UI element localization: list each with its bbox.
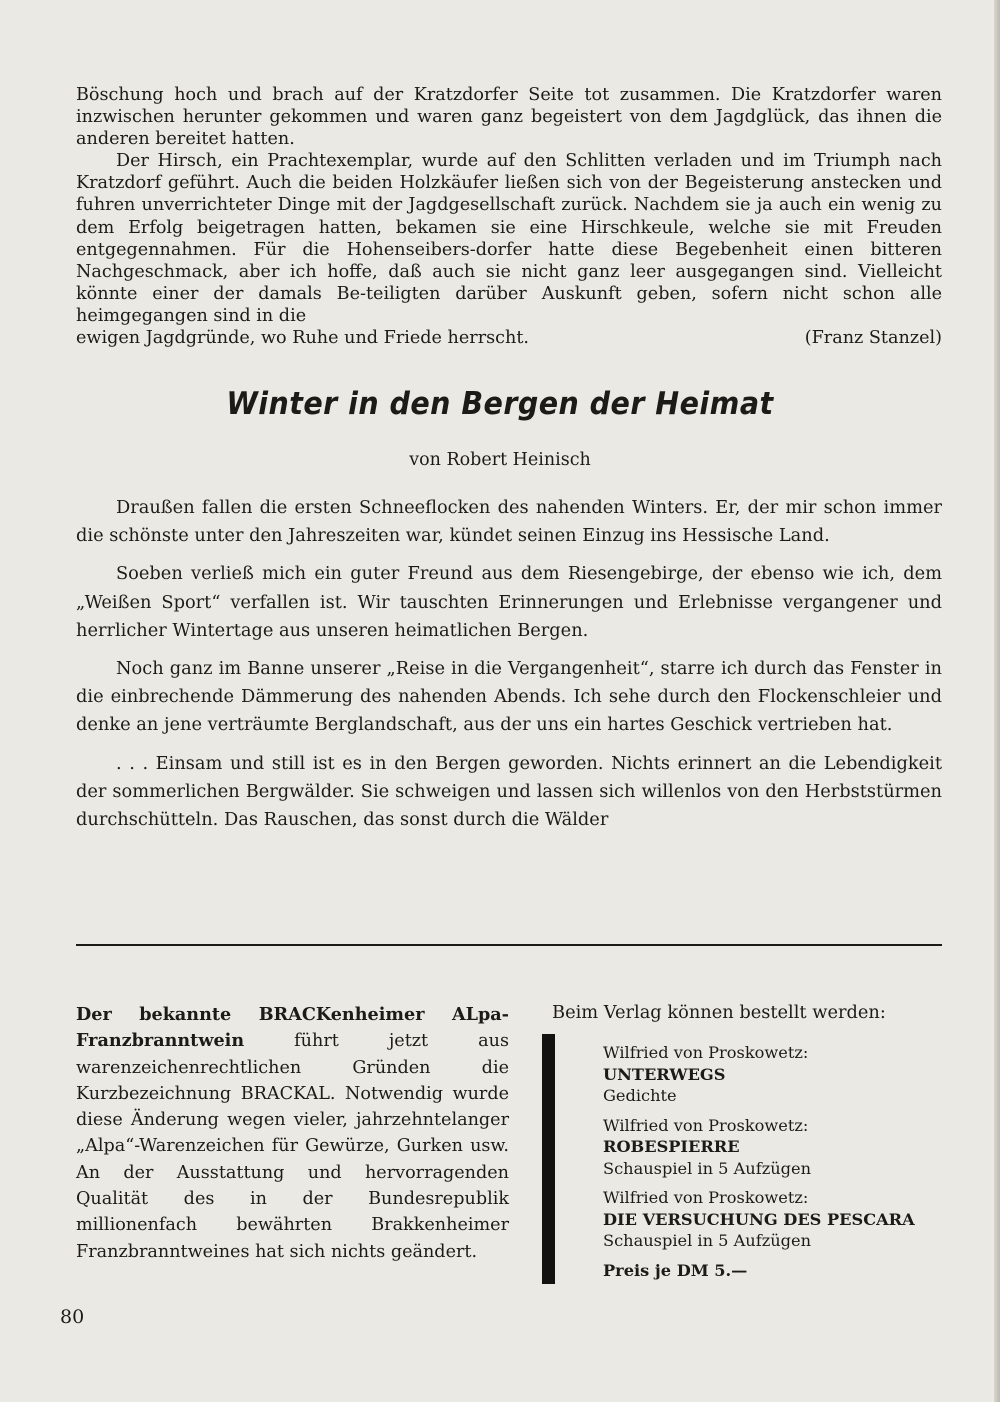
book-entry [603, 1042, 948, 1107]
ad-vertical-bar [542, 1034, 555, 1284]
previous-story-end [76, 84, 942, 349]
article-paragraph: . . . Einsam und still ist es in den Bergen geworden. Nichts erinnert an die Lebendigkeit der sommerlichen Bergwälder. Sie schweigen und lassen sich willenlos von den Herbststürmen durchschütteln. Das Rauschen, das sonst durch die Wälder [76, 752, 942, 831]
paragraph: Der Hirsch, ein Prachtexemplar, wurde auf den Schlitten verladen und im Triumph nach Kratzdorf geführt. Auch die beiden Holzkäufer ließen sich von der Begeisterung anstecken und fuhren unverrichteter Dinge mit der Jagdgesellschaft zurück. Nachdem sie ja auch ein wenig zu dem Erfolg beigetragen hatten, bekamen sie eine Hirschkeule, welche sie mit Freuden entgegennahmen. Für die Hohenseibers-dorfer hatte diese Begebenheit einen bitteren Nachgeschmack, aber ich hoffe, daß auch sie nicht ganz leer ausgegangen sind. Vielleicht könnte einer der damals Be-teiligten darüber Auskunft geben, sofern nicht schon alle heimgegangen sind in die [76, 151, 942, 326]
article-body [76, 494, 942, 844]
story-author: (Franz Stanzel) [804, 328, 942, 349]
book-title: ROBESPIERRE [603, 1137, 740, 1156]
book-author: Wilfried von Proskowetz: [603, 1188, 809, 1207]
ad-lead: Der bekannte BRACKenheimer ALpa-Franzbranntwein [76, 1004, 509, 1052]
book-genre: Schauspiel in 5 Aufzügen [603, 1231, 812, 1250]
publisher-book-list [603, 1042, 948, 1281]
article-byline: von Robert Heinisch [409, 450, 591, 470]
article-paragraph: Soeben verließ mich ein guter Freund aus dem Riesengebirge, der ebenso wie ich, dem „Weißen Sport“ verfallen ist. Wir tauschten Erinnerungen und Erlebnisse vergangener und herrlicher Wintertage aus unseren heimatlichen Bergen. [76, 563, 942, 641]
section-divider [76, 944, 942, 946]
book-price: Preis je DM 5.— [603, 1260, 748, 1280]
page-edge-shadow [994, 0, 1000, 1402]
book-author: Wilfried von Proskowetz: [603, 1115, 809, 1135]
article-title: Winter in den Bergen der Heimat [226, 386, 774, 422]
book-genre: Gedichte [603, 1086, 677, 1105]
page-number: 80 [60, 1306, 85, 1328]
article-paragraph: Noch ganz im Banne unserer „Reise in die Vergangenheit“, starre ich durch das Fenster in die einbrechende Dämmerung des nahenden Abends. Ich sehe durch den Flockenschleier und denke an jene verträumte Berglandschaft, aus der uns ein hartes Geschick vertrieben hat. [76, 658, 942, 736]
paragraph: Böschung hoch und brach auf der Kratzdorfer Seite tot zusammen. Die Kratzdorfer waren inzwischen herunter gekommen und waren ganz begeistert von dem Jagdglück, das ihnen die anderen bereitet hatten. [76, 85, 942, 150]
book-entry [603, 1115, 948, 1180]
article-paragraph: Draußen fallen die ersten Schneeflocken des nahenden Winters. Er, der mir schon immer die schönste unter den Jahreszeiten war, kündet seinen Einzug ins Hessische Land. [76, 497, 942, 547]
closing-text: ewigen Jagdgründe, wo Ruhe und Friede herrscht. [76, 328, 529, 349]
book-author: Wilfried von Proskowetz: [603, 1043, 809, 1062]
book-entry [603, 1187, 948, 1252]
book-genre: Schauspiel in 5 Aufzügen [603, 1158, 812, 1178]
book-title: UNTERWEGS [603, 1064, 726, 1084]
advertisement-brackal [76, 1002, 509, 1265]
ad-text: führt jetzt aus warenzeichenrechtlichen Gründen die Kurzbezeichnung BRACKAL. Notwendig wurde diese Änderung wegen vieler, jahrzehntelanger „Alpa“-Warenzeichen für Gewürze, Gurken usw. An der Ausstattung und hervorragenden Qualität des in der Bundesrepublik millionenfach bewährten Brakkenheimer Franzbranntweines hat sich nichts geändert. [76, 1031, 510, 1262]
book-title: DIE VERSUCHUNG DES PESCARA [603, 1209, 915, 1229]
publisher-ad-heading: Beim Verlag können bestellt werden: [552, 1002, 886, 1023]
closing-line [76, 327, 942, 349]
